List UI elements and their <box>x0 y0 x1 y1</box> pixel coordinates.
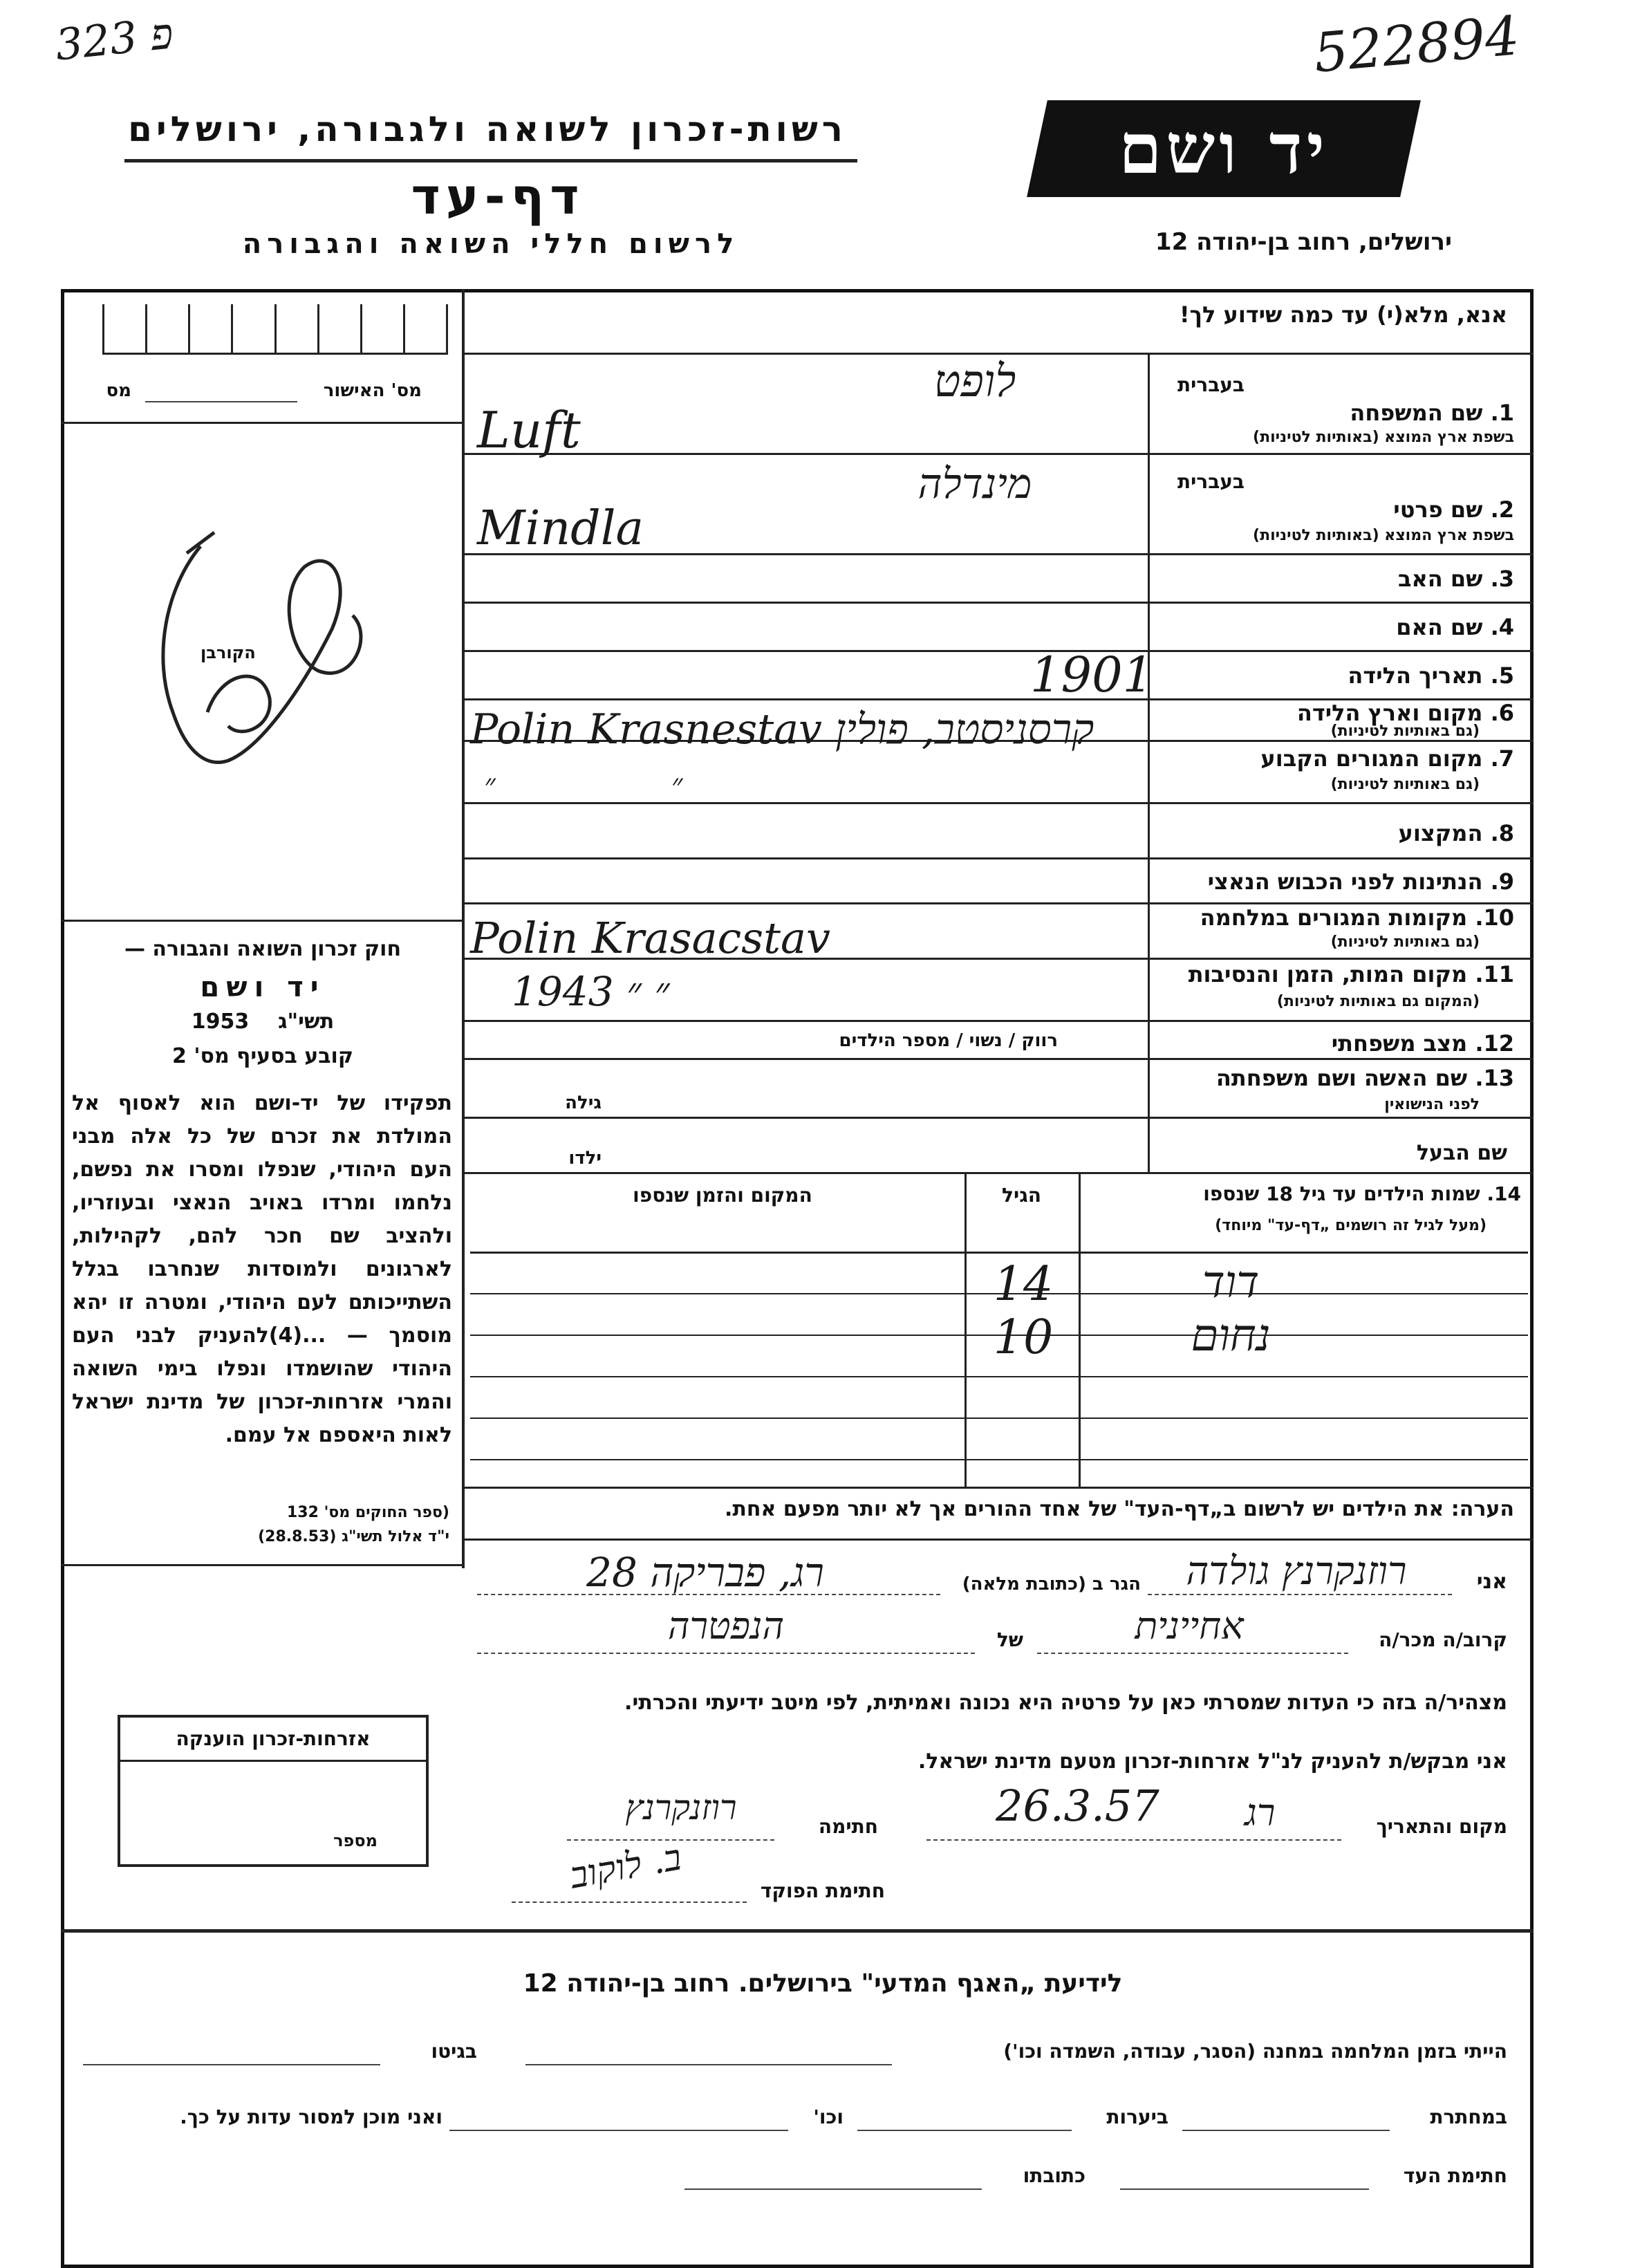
of-value: הנפטרה <box>667 1604 785 1648</box>
field-7-label: 7. מקום המגורים הקבוע <box>1260 745 1514 772</box>
of-label: של <box>996 1628 1023 1651</box>
child-1-name: דוד <box>1202 1257 1260 1308</box>
declarant-name: רוזנקרנץ גולדה <box>1186 1549 1407 1594</box>
citizenship-box-title: אזרחות-זכרון הוענקה <box>120 1718 426 1762</box>
archive-number: 522894 <box>1311 5 1522 85</box>
citizenship-number-label: מספר <box>333 1831 378 1850</box>
field-9-label: 9. הנתינות לפני הכבוש הנאצי <box>1207 868 1514 895</box>
field-2-hebrew-tag: בעברית <box>1177 470 1245 493</box>
intro-instruction: אנא, מלא(י) עד כמה שידוע לך! <box>1179 301 1507 328</box>
field-6-sublabel: (גם באותיות לטיניות) <box>1330 723 1480 740</box>
page-title: דף-עד <box>411 167 585 225</box>
field-11-sublabel: (המקום גם באותיות לטיניות) <box>1276 993 1480 1010</box>
law-reference-1: (ספר החוקים מס' 132 <box>286 1504 449 1521</box>
field-4-label: 4. שם האם <box>1396 614 1514 640</box>
declaration-text: מצהיר/ה בזה כי העדות שמסרתי כאן על פרטיה היא נכונה ואמיתית, לפי מיטב ידיעתי והכרתי. <box>624 1691 1507 1715</box>
field-12-value: רווק / נשוי / מספר הילדים <box>839 1030 1058 1051</box>
law-year: 1953 <box>191 1010 250 1034</box>
field-1-sublabel: בשפת ארץ המוצא (באותיות לטיניות) <box>1253 429 1514 446</box>
children-note: הערה: את הילדים יש לרשום ב„דף-העד" של אחד ההורים אך לא יותר מפעם אחת. <box>724 1497 1514 1521</box>
citizenship-box <box>118 1715 429 1867</box>
field-2-sublabel: בשפת ארץ המוצא (באותיות לטיניות) <box>1253 527 1514 544</box>
children-place-header: המקום והזמן שנספו <box>633 1184 812 1207</box>
field-2-label: 2. שם פרטי <box>1393 496 1514 523</box>
field-10-value: Polin Krasacstav <box>470 913 830 963</box>
field-10-sublabel: (גם באותיות לטיניות) <box>1330 933 1480 951</box>
place-date-label: מקום והתאריך <box>1376 1815 1507 1838</box>
approval-number-label: מס' האישור <box>323 380 422 401</box>
witness-willing-text: ואני מוכן למסור עדות על כך. <box>180 2106 442 2128</box>
residing-label: הגר ב (כתובת מלאה) <box>962 1574 1141 1595</box>
children-heading: 14. שמות הילדים עד גיל 18 שנספו <box>1203 1182 1521 1205</box>
approval-boxes <box>102 304 448 353</box>
spouse-born-label: ילדו <box>568 1148 602 1169</box>
child-2-age: 10 <box>993 1310 1054 1365</box>
residing-value: רג, פבריקה 28 <box>586 1549 824 1596</box>
husband-name-label: שם הבעל <box>1416 1141 1507 1165</box>
field-2-value-hebrew: מינדלה <box>917 460 1032 508</box>
witness-address-label: כתובתו <box>1023 2164 1085 2187</box>
field-11-value: ״ ״ 1943 <box>512 968 670 1015</box>
officer-signature-label: חתימת הפוקד <box>760 1879 885 1902</box>
yad-vashem-logo: יד ושם <box>1027 100 1421 197</box>
stamp-victim-label: הקורבן <box>201 643 256 662</box>
field-6-value: Polin Krasnestav קרסניסטב, פולין <box>470 705 1094 754</box>
field-6-label: 6. מקום וארץ הלידה <box>1296 700 1514 726</box>
field-1-value-hebrew: לופט <box>933 356 1016 407</box>
signature-label: חתימה <box>818 1815 878 1838</box>
law-year-hebrew: תשי"ג <box>278 1010 335 1034</box>
field-5-value: 1901 <box>1030 647 1154 703</box>
field-13-sublabel: לפני הנישואין <box>1384 1096 1480 1113</box>
witness-underground-label: במחתרת <box>1430 2106 1507 2128</box>
request-text: אני מבקש/ת להעניק לנ"ל אזרחות-זכרון מטעם מדינת ישראל. <box>917 1749 1507 1774</box>
scientific-dept-title: לידיעת „האגף המדעי" בירושלים. רחוב בן-יהודה 12 <box>523 1969 1123 1998</box>
field-2-value-latin: Mindla <box>477 501 644 556</box>
field-1-hebrew-tag: בעברית <box>1177 373 1245 396</box>
field-5-label: 5. תאריך הלידה <box>1348 662 1514 689</box>
officer-signature-value: ב. לוקוב <box>567 1837 684 1897</box>
witness-signature-label: חתימת העד <box>1403 2164 1507 2187</box>
signature-value: רוזנקרנץ <box>625 1787 737 1828</box>
authority-name: רשות-זכרון לשואה ולגבורה, ירושלים <box>128 109 847 149</box>
field-3-label: 3. שם האב <box>1397 566 1514 592</box>
field-1-label: 1. שם המשפחה <box>1350 400 1514 426</box>
field-7-sublabel: (גם באותיות לטיניות) <box>1330 776 1480 793</box>
field-13-label: 13. שם האשה ושם משפחתה <box>1215 1065 1514 1091</box>
relation-label: קרוב/ה מכר/ה <box>1379 1628 1507 1651</box>
place-value: רג <box>1245 1791 1276 1834</box>
children-age-header: הגיל <box>1002 1184 1041 1207</box>
field-8-label: 8. המקצוע <box>1398 820 1514 846</box>
corner-handwritten-mark: פ 323 <box>53 8 176 71</box>
law-body: תפקידו של יד-ושם הוא לאסוף אל המולדת את זכרם של כל אלה מבני העם היהודי, שנפלו ומסרו את נפשם, נלחמו ומרדו באויב הנאצי ובעוזריו, ולהציב שם חכר להם, לקהילות, לארגונים ולמוסדות שנחרבו בגלל השתייכותם לעם היהודי, ומטרה זו יהא מוסמך — ...(4)להעניק לבני העם היהודי שהושמדו ונפלו בימי השואה והמרי אזרחות-זכרון של מדינת ישראל לאות היאספם אל עמם. <box>72 1091 452 1447</box>
witness-forests-label: ביערות <box>1106 2106 1168 2128</box>
children-heading-sub: (מעל לגיל זה רושמים „דף-עד" מיוחד) <box>1215 1217 1487 1234</box>
witness-etc-label: וכו' <box>813 2106 844 2128</box>
relation-value: אחיינית <box>1135 1604 1244 1648</box>
witness-ghetto-label: בגיטו <box>431 2040 477 2063</box>
field-11-label: 11. מקום המות, הזמן והנסיבות <box>1188 961 1514 987</box>
field-1-value-latin: Luft <box>477 401 581 459</box>
child-1-age: 14 <box>993 1257 1054 1312</box>
law-clause: קובע בסעיף מס' 2 <box>172 1044 353 1068</box>
field-7-value: ״ ״ <box>484 768 766 803</box>
law-name: יד ושם <box>200 972 326 1003</box>
spouse-age-label: גילה <box>565 1093 602 1113</box>
law-title: חוק זכרון השואה והגבורה — <box>124 937 402 961</box>
declarant-i-label: אני <box>1476 1570 1507 1594</box>
field-10-label: 10. מקומות המגורים במלחמה <box>1200 904 1514 931</box>
field-12-label: 12. מצב משפחתי <box>1331 1030 1514 1057</box>
witness-line-1: הייתי בזמן המלחמה במחנה (הסגר, עבודה, השמדה וכו') <box>1003 2040 1507 2063</box>
sidebar-signature <box>124 505 401 802</box>
approval-suffix: מס <box>106 380 131 401</box>
date-value: 26.3.57 <box>996 1781 1159 1831</box>
address: ירושלים, רחוב בן-יהודה 12 <box>1155 228 1452 256</box>
page-subtitle: לרשום חללי השואה והגבורה <box>242 228 740 260</box>
law-reference-2: י"ד אלול תשי"ג (28.8.53) <box>258 1528 449 1545</box>
child-2-name: נחום <box>1191 1310 1271 1361</box>
